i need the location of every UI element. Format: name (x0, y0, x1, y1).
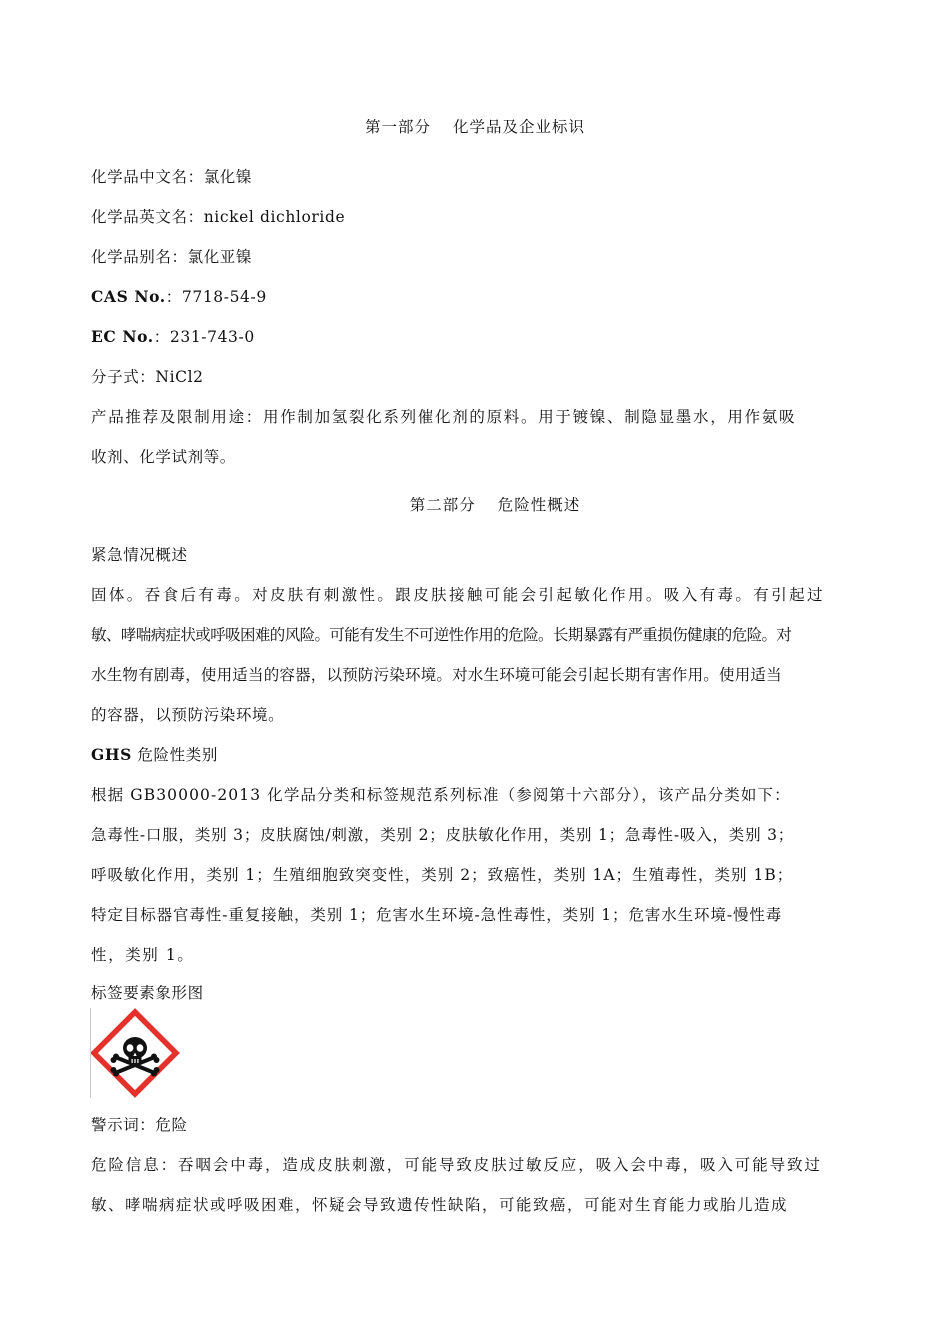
alias-line (91, 247, 252, 267)
emergency-line-2: 敏、哮喘病症状或呼吸困难的风险。可能有发生不可逆性作用的危险。长期暴露有严重损伤健康的危险。对 (91, 626, 792, 644)
formula-value: NiCl2 (155, 368, 204, 386)
signal-word: 警示词：危险 (91, 1116, 188, 1134)
ec-line (91, 327, 255, 347)
ghs-line-1: 根据 GB30000-2013 化学品分类和标签规范系列标准（参阅第十六部分），该产品分类如下： (91, 786, 791, 804)
emergency-line-3: 水生物有剧毒，使用适当的容器，以预防污染环境。对水生环境可能会引起长期有害作用。使用适当 (91, 666, 782, 684)
section1-heading-num: 第一部分 (364, 118, 431, 136)
hazard-line-1: 危险信息：吞咽会中毒，造成皮肤刺激，可能导致皮肤过敏反应，吸入会中毒，吸入可能导致过 (91, 1156, 822, 1174)
cn-name-label: 化学品中文名： (91, 168, 204, 186)
section1-heading-title: 化学品及企业标识 (453, 118, 586, 136)
alias-value: 氯化亚镍 (187, 248, 253, 266)
ghs-line-4: 特定目标器官毒性-重复接触，类别 1；危害水生环境-急性毒性，类别 1；危害水生环境-慢性毒 (91, 906, 783, 924)
alias-label: 化学品别名： (91, 248, 188, 266)
section2-heading (0, 495, 950, 515)
cas-sep: ： (165, 288, 182, 306)
hazard-line-2: 敏、哮喘病症状或呼吸困难，怀疑会导致遗传性缺陷，可能致癌，可能对生育能力或胎儿造成 (91, 1196, 789, 1214)
emergency-line-4: 的容器，以预防污染环境。 (91, 706, 285, 724)
ec-sep: ： (153, 328, 170, 346)
formula-label: 分子式： (91, 368, 156, 386)
ghs-line-3: 呼吸敏化作用，类别 1；生殖细胞致突变性，类别 2；致癌性，类别 1A；生殖毒性，类别 1B； (91, 866, 794, 884)
emergency-title: 紧急情况概述 (91, 546, 188, 564)
ec-value: 231-743-0 (169, 328, 255, 346)
ghs-title (91, 745, 218, 765)
usage-line-2: 收剂、化学试剂等。 (91, 448, 236, 466)
emergency-line-1: 固体。吞食后有毒。对皮肤有刺激性。跟皮肤接触可能会引起敏化作用。吸入有毒。有引起过 (91, 586, 825, 604)
en-name-value: nickel dichloride (203, 208, 346, 226)
cas-label: CAS No. (91, 287, 166, 306)
cas-line (91, 287, 267, 307)
cas-value: 7718-54-9 (181, 288, 267, 306)
section2-heading-num: 第二部分 (409, 496, 476, 514)
cn-name-line (91, 167, 252, 187)
pictogram-title: 标签要素象形图 (91, 984, 204, 1002)
formula-line (91, 367, 204, 387)
en-name-label: 化学品英文名： (91, 208, 204, 226)
ghs-line-5: 性，类别 1。 (91, 946, 195, 964)
ghs-title-rest: 危险性类别 (137, 746, 218, 764)
ghs-line-2: 急毒性-口服，类别 3；皮肤腐蚀/刺激，类别 2；皮肤敏化作用，类别 1；急毒性-吸入，类别 3； (91, 826, 795, 844)
ghs-title-bold: GHS (91, 745, 132, 764)
usage-line-1: 产品推荐及限制用途：用作制加氢裂化系列催化剂的原料。用于镀镍、制隐显墨水，用作氨吸 (91, 408, 797, 426)
en-name-line (91, 207, 345, 227)
skull-crossbones-icon (90, 1008, 180, 1098)
ec-label: EC No. (91, 327, 154, 346)
section2-heading-title: 危险性概述 (497, 496, 581, 514)
ghs06-pictogram-svg (90, 1008, 180, 1098)
cn-name-value: 氯化镍 (203, 168, 253, 186)
section1-heading (0, 117, 950, 137)
